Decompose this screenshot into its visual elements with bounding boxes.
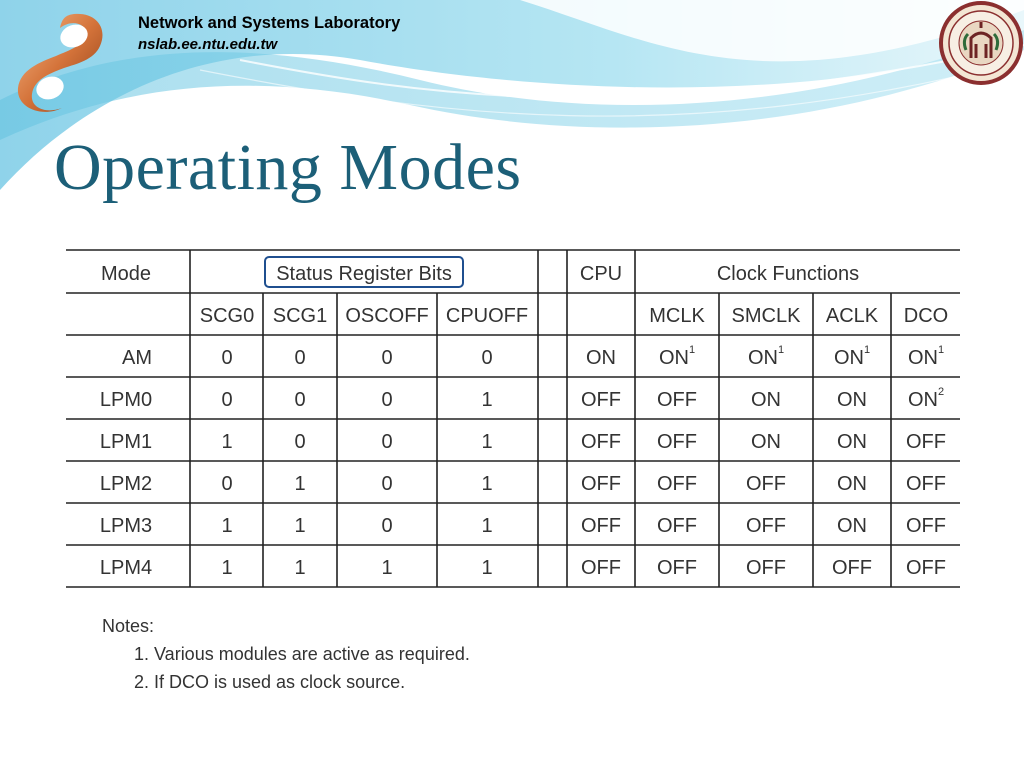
row-mclk: OFF <box>657 389 697 411</box>
row-cpuoff: 1 <box>481 515 493 537</box>
row-mode: LPM1 <box>99 431 153 453</box>
row-dco: OFF <box>906 557 946 579</box>
header-cpu: CPU <box>579 263 623 285</box>
header-mode: Mode <box>100 263 152 285</box>
subheader-oscoff: OSCOFF <box>345 305 429 327</box>
row-smclk: OFF <box>746 515 786 537</box>
subheader-scg0: SCG0 <box>199 305 255 327</box>
row-scg1: 1 <box>294 557 306 579</box>
subheader-cpuoff: CPUOFF <box>445 305 529 327</box>
row-oscoff: 1 <box>381 557 393 579</box>
row-cpu: OFF <box>581 557 621 579</box>
subheader-scg1: SCG1 <box>272 305 328 327</box>
subheader-mclk: MCLK <box>649 305 705 327</box>
row-cpuoff: 1 <box>481 389 493 411</box>
row-scg0: 1 <box>221 557 233 579</box>
row-oscoff: 0 <box>381 347 393 369</box>
notes-block <box>102 612 470 696</box>
row-mode: LPM3 <box>99 515 153 537</box>
row-aclk: $ON^1$ <box>833 344 871 369</box>
row-scg0: 1 <box>221 431 233 453</box>
lab-url: nslab.ee.ntu.edu.tw <box>138 36 278 53</box>
row-smclk: OFF <box>746 557 786 579</box>
row-aclk: ON <box>837 431 867 453</box>
row-scg0: 0 <box>221 389 233 411</box>
row-cpu: OFF <box>581 515 621 537</box>
row-cpuoff: 1 <box>481 473 493 495</box>
footnote-marker: 1 <box>777 344 785 356</box>
row-mclk: OFF <box>657 515 697 537</box>
row-scg0: 0 <box>221 347 233 369</box>
subheader-aclk: ACLK <box>825 305 879 327</box>
header-status-register-bits: Status Register Bits <box>276 263 452 285</box>
row-cpu: OFF <box>581 431 621 453</box>
row-aclk: ON <box>837 473 867 495</box>
row-scg0: 0 <box>221 473 233 495</box>
row-mode: LPM0 <box>99 389 153 411</box>
footnote-marker: 1 <box>863 344 871 356</box>
row-oscoff: 0 <box>381 431 393 453</box>
row-oscoff: 0 <box>381 389 393 411</box>
row-mode: AM <box>122 347 152 369</box>
row-smclk: $ON^1$ <box>747 344 785 369</box>
subheader-smclk: SMCLK <box>731 305 801 327</box>
row-smclk: OFF <box>746 473 786 495</box>
row-mclk: OFF <box>657 473 697 495</box>
footnote-marker: 2 <box>937 386 945 398</box>
footnote-marker: 1 <box>688 344 696 356</box>
row-mode: LPM4 <box>99 557 153 579</box>
row-cpu: OFF <box>581 389 621 411</box>
row-mode: LPM2 <box>99 473 153 495</box>
row-smclk: ON <box>751 389 781 411</box>
subheader-dco: DCO <box>903 305 949 327</box>
row-scg0: 1 <box>221 515 233 537</box>
row-scg1: 0 <box>294 431 306 453</box>
row-dco: $ON^2$ <box>907 386 945 411</box>
row-dco: OFF <box>906 473 946 495</box>
row-smclk: ON <box>751 431 781 453</box>
note-item: 2. If DCO is used as clock source. <box>134 672 406 692</box>
row-aclk: ON <box>837 515 867 537</box>
row-oscoff: 0 <box>381 473 393 495</box>
slide-title: Operating Modes <box>54 131 522 204</box>
row-mclk: $ON^1$ <box>658 344 696 369</box>
row-scg1: 0 <box>294 347 306 369</box>
lab-name: Network and Systems Laboratory <box>138 14 401 32</box>
row-cpuoff: 0 <box>481 347 493 369</box>
row-aclk: ON <box>837 389 867 411</box>
row-aclk: OFF <box>832 557 872 579</box>
row-scg1: 1 <box>294 473 306 495</box>
row-dco: OFF <box>906 515 946 537</box>
row-dco: OFF <box>906 431 946 453</box>
row-cpu: OFF <box>581 473 621 495</box>
row-cpu: ON <box>586 347 616 369</box>
header-clock-functions: Clock Functions <box>716 263 860 285</box>
row-scg1: 1 <box>294 515 306 537</box>
row-cpuoff: 1 <box>481 431 493 453</box>
row-cpuoff: 1 <box>481 557 493 579</box>
row-dco: $ON^1$ <box>907 344 945 369</box>
notes-heading: Notes: <box>102 616 155 636</box>
row-scg1: 0 <box>294 389 306 411</box>
row-mclk: OFF <box>657 557 697 579</box>
row-oscoff: 0 <box>381 515 393 537</box>
footnote-marker: 1 <box>937 344 945 356</box>
row-mclk: OFF <box>657 431 697 453</box>
note-item: 1. Various modules are active as required. <box>134 644 470 664</box>
